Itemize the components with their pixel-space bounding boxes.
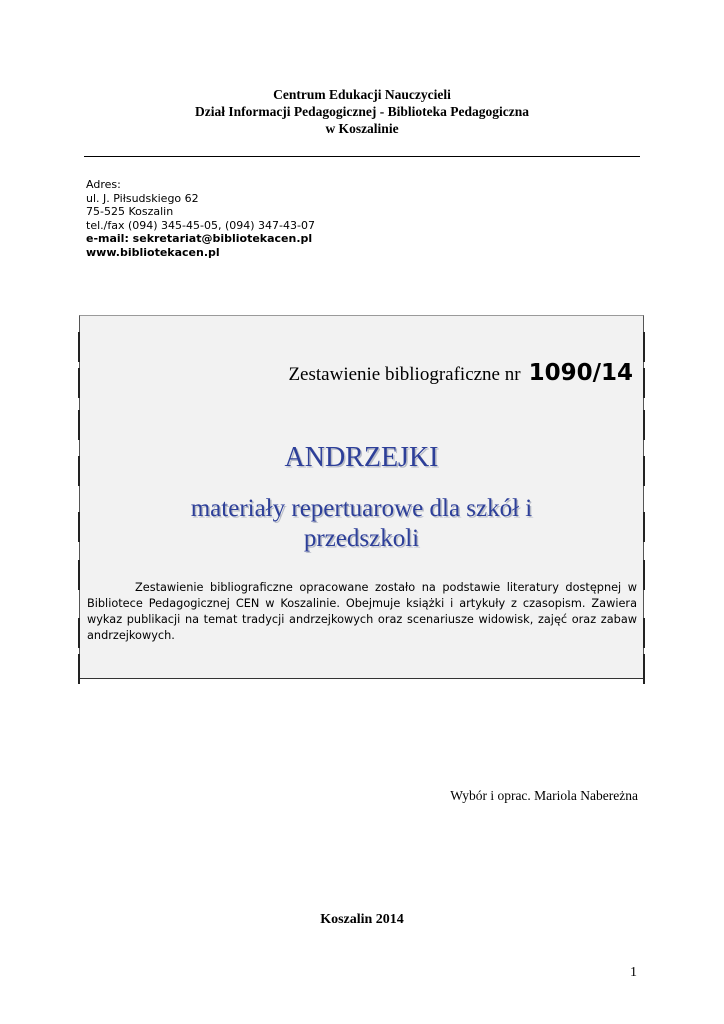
box-border-mark [643,512,645,542]
header-line-institution: Centrum Edukacji Nauczycieli [273,87,451,102]
box-border-mark [78,618,80,648]
address-email[interactable]: e-mail: sekretariat@bibliotekacen.pl [86,232,313,245]
box-border-mark [643,654,645,684]
subtitle-line-2: przedszkoli [303,525,420,552]
bibliography-description: Zestawienie bibliograficzne opracowane zostało na podstawie literatury dostępnej w Bibliotece Pedagogicznej CEN w Koszalinie. Obejmuje książki i artykuły z czasopism. Zawiera wykaz publikacji na temat tradycji andrzejkowych oraz scenariusze widowisk, zajęć oraz zabaw andrzejkowych. [87,581,637,642]
box-border-mark [78,368,80,398]
box-border-mark [643,618,645,648]
box-border-mark [643,332,645,362]
document-title: ANDRZEJKI [284,442,439,473]
box-border-mark [78,512,80,542]
box-border-mark [643,368,645,398]
address-block [86,178,315,259]
address-label: Adres: [86,178,121,191]
institution-header [0,86,724,137]
box-border-mark [78,410,80,440]
bibliography-title-box [79,315,644,679]
box-border-mark [643,456,645,486]
address-city: 75-525 Koszalin [86,205,174,218]
box-border-mark [78,560,80,590]
subtitle-line-1: materiały repertuarowe dla szkół i [190,495,533,522]
box-border-mark [78,654,80,684]
address-website[interactable]: www.bibliotekacen.pl [86,245,220,259]
bibliography-number-value: 1090/14 [528,360,633,386]
author-credit: Wybór i oprac. Mariola Nabereżna [450,788,638,803]
box-border-mark [643,410,645,440]
place-and-year: Koszalin 2014 [320,912,404,927]
header-divider [84,156,640,157]
bibliography-number-label: Zestawienie bibliograficzne nr [288,364,521,385]
document-subtitle [100,494,623,554]
address-street: ul. J. Piłsudskiego 62 [86,191,199,205]
box-border-mark [78,332,80,362]
address-phone: tel./fax (094) 345-45-05, (094) 347-43-07 [86,218,315,232]
page-number: 1 [630,965,637,980]
header-line-department: Dział Informacji Pedagogicznej - Biblioteka Pedagogiczna [194,104,530,119]
box-border-mark [643,560,645,590]
header-line-location: w Koszalinie [325,121,399,136]
bibliography-number-line [288,360,633,386]
